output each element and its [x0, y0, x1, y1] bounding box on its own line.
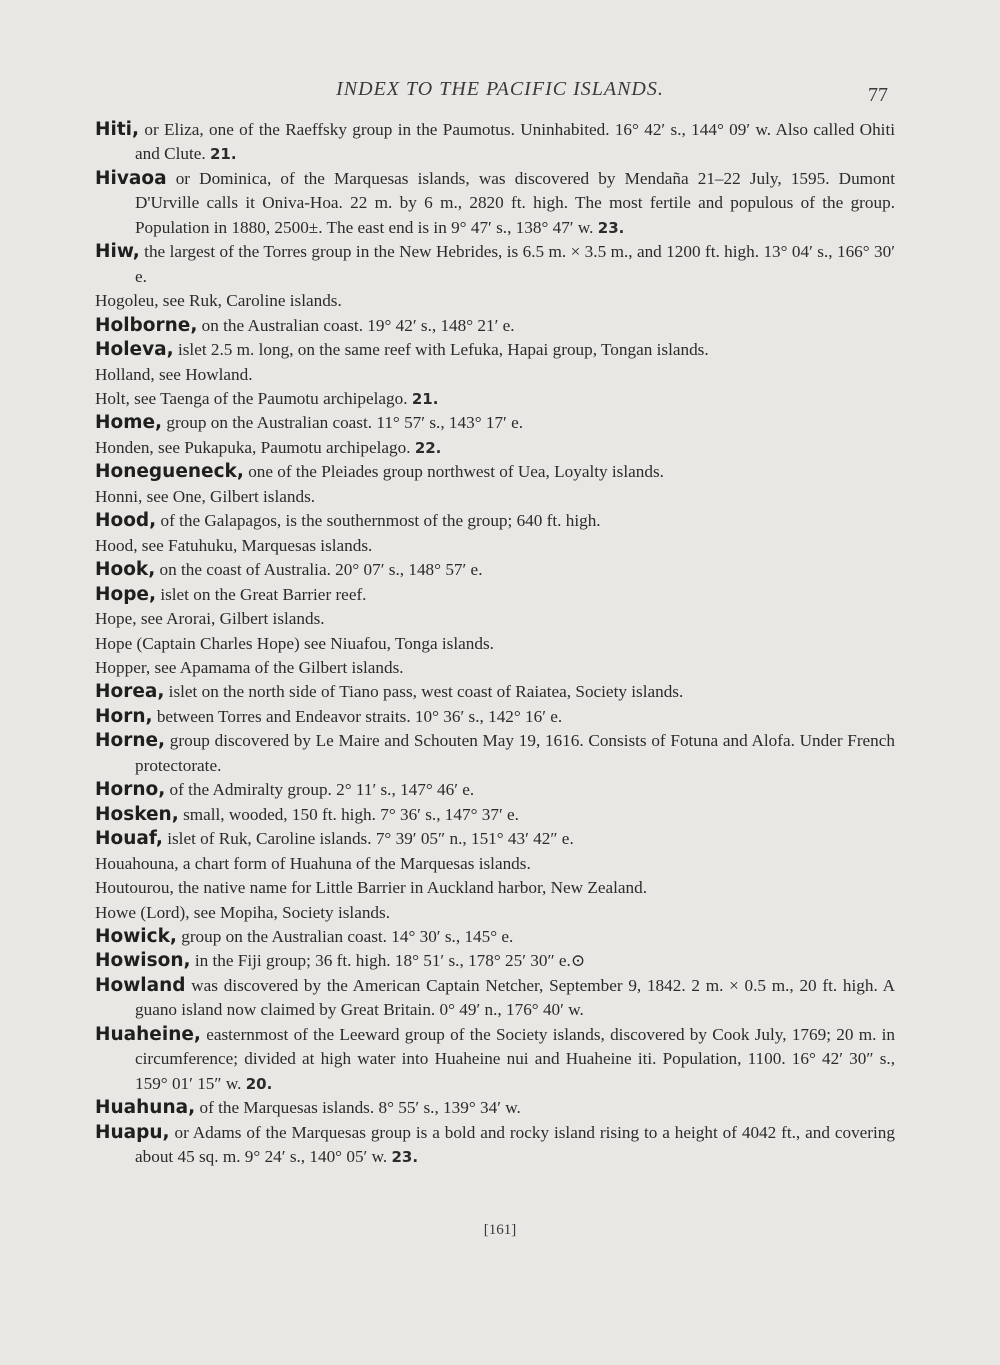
index-entry [95, 289, 895, 313]
entry-text: of the Admiralty group. 2° 11′ s., 147° 46′ e. [165, 780, 475, 800]
running-head: INDEX TO THE PACIFIC ISLANDS. [336, 78, 664, 100]
index-entry [95, 925, 895, 949]
entry-text: or Eliza, one of the Raeffsky group in the Paumotus. Uninhabited. 16° 42′ s., 144° 09′ w. Also called Ohiti and Clute. [135, 120, 895, 164]
entry-text: Hopper, see Apamama of the Gilbert islands. [95, 657, 404, 677]
entry-text: or Adams of the Marquesas group is a bold and rocky island rising to a height of 4042 ft., and covering about 45 sq. m. 9° 24′ s., 140° 05′ w. [135, 1122, 895, 1167]
entry-text: Holt, see Taenga of the Paumotu archipelago. [95, 388, 412, 408]
entry-text: Holland, see Howland. [95, 364, 253, 384]
entry-headword: Howison, [95, 950, 191, 972]
entry-reference: 23. [391, 1148, 419, 1167]
entry-reference: 23. [597, 218, 625, 237]
entry-reference: 20. [245, 1074, 273, 1093]
index-entry [95, 338, 895, 362]
index-entry [95, 363, 895, 387]
entry-reference: 21. [411, 389, 439, 408]
index-entry [95, 167, 895, 240]
entry-text: Houahouna, a chart form of Huahuna of the Marquesas islands. [95, 853, 531, 873]
index-entry [95, 460, 895, 484]
entry-headword: Horno, [95, 779, 166, 801]
index-entry [95, 656, 895, 680]
entry-text: Honni, see One, Gilbert islands. [95, 486, 316, 506]
entry-text: easternmost of the Leeward group of the Society islands, discovered by Cook July, 1769; 20 m. in circumference; divided at high water into Huaheine nui and Huaheine iti. Population, 1100. 16° 42′ 30″ s., 159° 01′ 15″ w. [135, 1024, 895, 1093]
entry-headword: Horne, [95, 730, 166, 752]
index-entry [95, 558, 895, 582]
entry-headword: Horn, [95, 705, 153, 727]
index-entry [95, 314, 895, 338]
entry-text: on the coast of Australia. 20° 07′ s., 148° 57′ e. [155, 560, 483, 580]
entry-text: one of the Pleiades group northwest of Uea, Loyalty islands. [243, 462, 664, 482]
entry-text: of the Galapagos, is the southernmost of the group; 640 ft. high. [156, 511, 601, 531]
entry-headword: Holeva, [95, 339, 174, 361]
entry-text: Honden, see Pukapuka, Paumotu archipelago. [95, 437, 415, 457]
index-entry [95, 803, 895, 827]
index-entry [95, 705, 895, 729]
index-entry [95, 876, 895, 900]
index-entry [95, 411, 895, 435]
entry-headword: Hosken, [95, 803, 179, 825]
entry-reference: 21. [209, 145, 237, 164]
index-entry [95, 240, 895, 289]
entry-headword: Hivaoa [95, 167, 167, 189]
page-number: 77 [868, 84, 888, 106]
entry-text: or Dominica, of the Marquesas islands, was discovered by Mendaña 21–22 July, 1595. Dumont D'Urville calls it Oniva-Hoa. 22 m. by 6 m., 2820 ft. high. The most fertile and populous of the group. Population in 1880, 2500±. The east end is in 9° 47′ s., 138° 47′ w. [135, 168, 895, 237]
entry-headword: Holborne, [95, 314, 198, 336]
entry-text: the largest of the Torres group in the New Hebrides, is 6.5 m. × 3.5 m., and 1200 ft. high. 13° 04′ s., 166° 30′ e. [135, 242, 895, 286]
entry-text: islet on the north side of Tiano pass, west coast of Raiatea, Society islands. [164, 682, 684, 702]
index-entry [95, 509, 895, 533]
index-entry [95, 949, 895, 973]
index-entry [95, 974, 895, 1023]
entry-text: Howe (Lord), see Mopiha, Society islands. [95, 902, 390, 922]
entry-text: group on the Australian coast. 14° 30′ s., 145° e. [176, 926, 514, 946]
entry-headword: Hiti, [95, 119, 140, 140]
entry-text: was discovered by the American Captain Netcher, September 9, 1842. 2 m. × 0.5 m., 20 ft. high. A guano island now claimed by Great Britain. 0° 49′ n., 176° 40′ w. [135, 975, 895, 1020]
index-entries [95, 118, 895, 1169]
index-entry [95, 1096, 895, 1120]
entry-headword: Howland [95, 974, 186, 996]
entry-text: islet 2.5 m. long, on the same reef with Lefuka, Hapai group, Tongan islands. [173, 340, 709, 360]
folio-number: [161] [483, 1222, 517, 1238]
index-entry [95, 778, 895, 802]
entry-reference: 22. [414, 438, 442, 457]
entry-text: Hogoleu, see Ruk, Caroline islands. [95, 291, 342, 311]
entry-headword: Hood, [95, 510, 157, 532]
entry-headword: Home, [95, 412, 163, 434]
entry-text: Hope, see Arorai, Gilbert islands. [95, 609, 325, 629]
index-entry [95, 436, 895, 460]
index-entry [95, 901, 895, 925]
index-entry [95, 680, 895, 704]
index-entry [95, 827, 895, 851]
index-entry [95, 118, 895, 167]
index-entry [95, 485, 895, 509]
index-entry [95, 632, 895, 656]
entry-text: group discovered by Le Maire and Schouten May 19, 1616. Consists of Fotuna and Alofa. Under French protectorate. [135, 731, 895, 775]
entry-text: in the Fiji group; 36 ft. high. 18° 51′ s., 178° 25′ 30″ e.⊙ [190, 951, 586, 971]
entry-text: small, wooded, 150 ft. high. 7° 36′ s., 147° 37′ e. [178, 804, 519, 824]
index-entry [95, 583, 895, 607]
entry-text: islet of Ruk, Caroline islands. 7° 39′ 05″ n., 151° 43′ 42″ e. [162, 829, 574, 849]
index-entry [95, 852, 895, 876]
entry-text: Houtourou, the native name for Little Barrier in Auckland harbor, New Zealand. [95, 878, 647, 898]
index-entry [95, 729, 895, 778]
entry-headword: Huahuna, [95, 1097, 196, 1119]
entry-text: islet on the Great Barrier reef. [156, 584, 367, 604]
entry-headword: Honegueneck, [95, 461, 244, 483]
entry-text: Hope (Captain Charles Hope) see Niuafou, Tonga islands. [95, 633, 494, 653]
entry-headword: Horea, [95, 681, 165, 703]
index-entry [95, 387, 895, 411]
entry-headword: Huaheine, [95, 1023, 201, 1045]
entry-headword: Huapu, [95, 1121, 170, 1143]
entry-text: of the Marquesas islands. 8° 55′ s., 139° 34′ w. [195, 1098, 521, 1118]
entry-text: Hood, see Fatuhuku, Marquesas islands. [95, 535, 373, 555]
entry-headword: Houaf, [95, 828, 163, 850]
entry-text: between Torres and Endeavor straits. 10° 36′ s., 142° 16′ e. [152, 706, 563, 726]
index-entry [95, 1023, 895, 1096]
entry-text: group on the Australian coast. 11° 57′ s., 143° 17′ e. [162, 413, 524, 433]
index-entry [95, 607, 895, 631]
entry-headword: Hiw, [95, 241, 140, 263]
entry-headword: Hook, [95, 559, 156, 581]
index-entry [95, 1121, 895, 1170]
entry-headword: Hope, [95, 583, 157, 605]
entry-text: on the Australian coast. 19° 42′ s., 148° 21′ e. [197, 315, 515, 335]
entry-headword: Howick, [95, 925, 177, 947]
index-entry [95, 534, 895, 558]
